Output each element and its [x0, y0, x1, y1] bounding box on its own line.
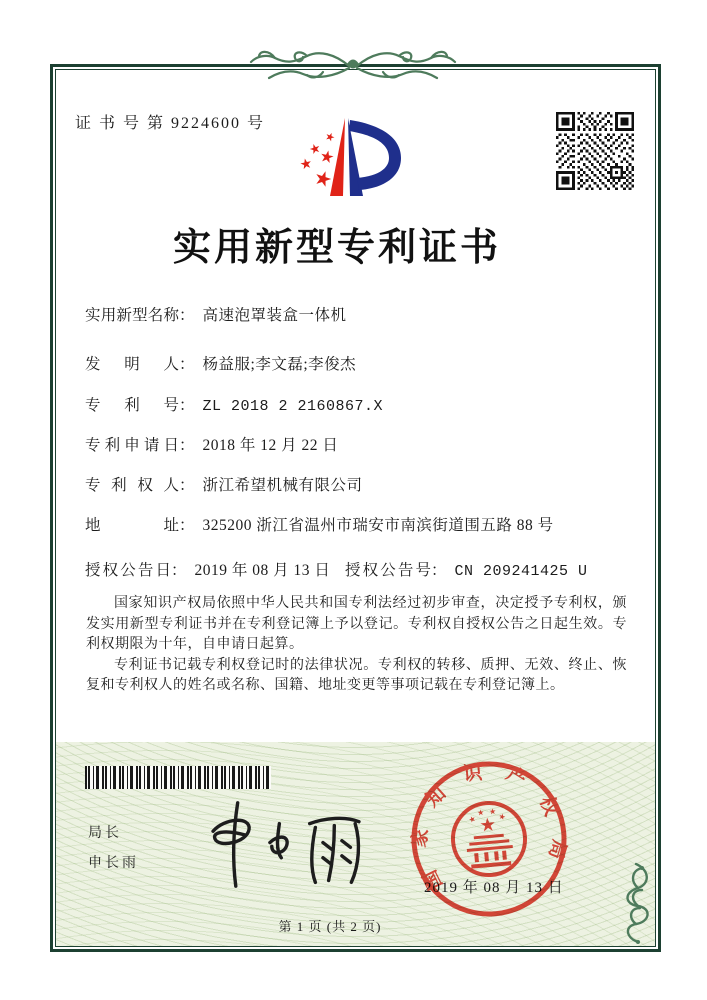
field-value: 杨益服;李文磊;李俊杰: [202, 356, 357, 373]
colon: ：: [431, 562, 447, 579]
colon: ：: [171, 562, 187, 579]
field-row-patent-name: [85, 303, 347, 325]
page-number: 第 1 页 (共 2 页): [278, 919, 382, 934]
field-value: 2019 年 08 月 13 日: [194, 562, 331, 579]
field-label: 专利申请日: [85, 437, 179, 454]
field-value: CN 209241425 U: [454, 563, 588, 580]
field-label: 授权公告号: [345, 562, 431, 579]
dragon-ornament-icon: [243, 44, 463, 88]
barcode-icon: [85, 766, 271, 789]
certificate-number: 证 书 号 第 9224600 号: [75, 115, 266, 132]
colon: ：: [179, 477, 195, 494]
signatory-title: 局长: [88, 826, 122, 841]
field-label: 专利权人: [85, 477, 179, 494]
cnipa-logo-icon: [293, 106, 405, 202]
grant-date-under-seal: 2019 年 08 月 13 日: [424, 880, 564, 896]
field-value: 高速泡罩装盒一体机: [202, 307, 347, 324]
field-value: 浙江希望机械有限公司: [202, 477, 363, 494]
field-row-address: [85, 513, 554, 535]
field-label: 实用新型名称: [85, 307, 179, 324]
grant-date-group: [85, 558, 330, 580]
field-label: 地址: [85, 517, 179, 534]
colon: ：: [179, 397, 195, 414]
field-row-patent-no: [85, 393, 383, 415]
legal-text: [86, 594, 627, 697]
colon: ：: [179, 356, 195, 373]
grant-no-group: [345, 558, 588, 580]
field-value: 325200 浙江省温州市瑞安市南滨街道围五路 88 号: [202, 517, 554, 534]
field-row-patentee: [85, 473, 363, 495]
field-row-filing-date: [85, 433, 338, 455]
official-seal-icon: [401, 751, 577, 927]
field-value: ZL 2018 2 2160867.X: [202, 398, 384, 415]
field-label: 发明人: [85, 356, 179, 373]
field-row-grant: [0, 558, 707, 580]
certificate-title: 实用新型专利证书: [172, 227, 501, 269]
colon: ：: [179, 517, 195, 534]
handwritten-signature-icon: [196, 798, 376, 890]
field-label: 专利号: [85, 397, 179, 414]
national-emblem-icon: [450, 800, 528, 878]
qr-code-icon: [556, 112, 634, 190]
field-label: 授权公告日: [85, 562, 171, 579]
legal-paragraph: 国家知识产权局依照中华人民共和国专利法经过初步审查，决定授予专利权，颁发实用新型专利证书并在专利登记簿上予以登记。专利权自授权公告之日起生效。专利权期限为十年，自申请日起算。: [86, 596, 627, 652]
colon: ：: [179, 307, 195, 324]
legal-paragraph: 专利证书记载专利权登记时的法律状况。专利权的转移、质押、无效、终止、恢复和专利权人的姓名或名称、国籍、地址变更等事项记载在专利登记簿上。: [86, 657, 627, 693]
field-row-inventors: [85, 352, 356, 374]
seal-text: 国家知识产权局: [408, 760, 570, 893]
colon: ：: [179, 437, 195, 454]
signatory-name: 申长雨: [88, 856, 139, 871]
field-value: 2018 年 12 月 22 日: [202, 437, 339, 454]
